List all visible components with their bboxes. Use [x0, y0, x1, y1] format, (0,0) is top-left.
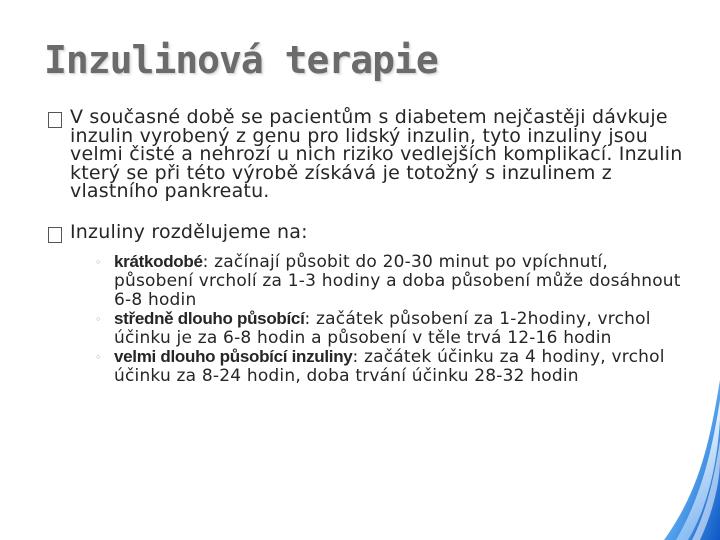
sub-item-term: krátkodobé	[114, 251, 203, 271]
bullet-item	[48, 108, 688, 201]
bullet-text: Inzuliny rozdělujeme na:	[70, 220, 308, 243]
slide-title: Inzulinová terapie	[44, 38, 438, 82]
sub-item-text: : začínají působit do 20-30 minut po vpíchnutí, působení vrcholí za 1-3 hodiny a doba působení může dosáhnout 6-8 hodin	[114, 251, 681, 310]
sub-item-term: středně dlouho působící	[114, 308, 305, 328]
square-bullet-icon	[48, 227, 62, 243]
square-bullet-icon	[48, 112, 62, 128]
sub-item	[92, 252, 688, 309]
sub-list	[70, 252, 688, 385]
decorative-corner-shape	[560, 380, 720, 540]
sub-item	[92, 347, 688, 385]
sub-item-text: : začátek účinku za 4 hodiny, vrchol účinku za 8-24 hodin, doba trvání účinku 28-32 hodin	[114, 346, 665, 386]
bullet-item	[48, 220, 688, 386]
circle-bullet-icon: ◦	[95, 350, 102, 364]
circle-bullet-icon: ◦	[95, 312, 102, 326]
slide-content	[48, 108, 688, 385]
sub-item-term: velmi dlouho působící inzuliny	[114, 346, 353, 366]
sub-item-text: : začátek působení za 1-2hodiny, vrchol účinku je za 6-8 hodin a působení v těle trvá 12-16 hodin	[114, 308, 651, 348]
sub-item	[92, 309, 688, 347]
bullet-text: V současné době se pacientům s diabetem nejčastěji dávkuje inzulin vyrobený z genu pro lidský inzulin, tyto inzuliny jsou velmi čisté a nehrozí u nich riziko vedlejších komplikací. Inzulin který se při této výrobě získává je totožný s inzulinem z vlastního pankreatu.	[70, 106, 683, 202]
circle-bullet-icon: ◦	[95, 255, 102, 269]
